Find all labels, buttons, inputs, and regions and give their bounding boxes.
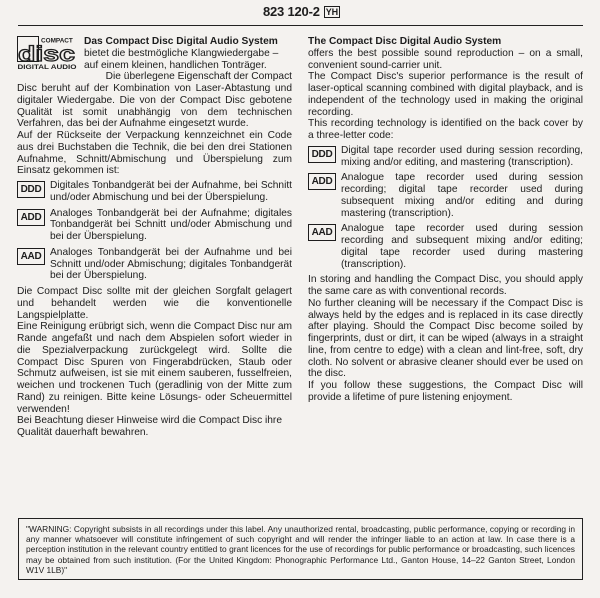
catalog-number: 823 120-2 [263,4,320,19]
code-box: ADD [308,173,336,190]
english-paragraph: In storing and handling the Compact Disc, you should apply the same care as with conventional records. [308,274,583,297]
disc-logo-icon [17,36,77,70]
copyright-warning-box [18,518,583,580]
code-row-aad [17,247,292,282]
german-paragraph: Auf der Rückseite der Verpackung kennzeichnet ein Code aus drei Buchstaben die Technik, die bei den drei Stationen Aufnahme, Schnitt/Abmischung und Überspielung zum Einsatz gekommen ist: [17,130,292,177]
code-description: Analoges Tonbandgerät bei der Aufnahme und bei Schnitt und/oder Abmischung; digitales Tonbandgerät bei der Überspielung. [50,246,292,282]
catalog-header [263,4,340,19]
english-paragraph: If you follow these suggestions, the Compact Disc will provide a lifetime of pure listening enjoyment. [308,380,583,403]
code-description: Analogue tape recorder used during session recording and subsequent mixing and/or editing; digital tape recorder used during mastering (transcription). [341,223,583,270]
german-intro-line: auf einem kleinen, handlichen Tonträger. [84,59,267,71]
english-paragraph: The Compact Disc's superior performance is the result of laser-optical scanning combined with digital playback, and is independent of the technology used in making the original recording. [308,71,583,118]
code-description: Analogue tape recorder used during session recording; digital tape recorder used during subsequent mixing and/or editing and during mastering (transcription). [341,172,583,219]
svg-text:DIGITAL AUDIO: DIGITAL AUDIO [17,64,77,70]
copyright-warning-text: "WARNING: Copyright subsists in all recordings under this label. Any unauthorized rental, broadcasting, public performance, copying or recording in any manner whatsoever will constitute infringement of such copyright and will render the infringer liable to an action at law. In case there is a perception institution in the relevant country entitled to grant licences for the use of recordings for public performance or broadcasting, such licences may be obtained from such institution. (For the United Kingdom: Phonographic Performance Ltd., Ganton House, 14–22 Ganton Street, London W1V 1LB)" [26,524,575,575]
code-box: DDD [17,181,45,198]
code-row-ddd [17,180,292,204]
german-title: Das Compact Disc Digital Audio System [84,36,278,47]
german-column [17,36,292,439]
code-description: Digital tape recorder used during session recording, mixing and/or editing, and mastering (transcription). [341,144,583,168]
code-row-aad [308,223,583,270]
english-column [308,36,583,404]
german-paragraph: Eine Reinigung erübrigt sich, wenn die Compact Disc nur am Rande angefaßt und nach dem Abspielen sofort wieder in die Spezialverpackung zurückgelegt wird. Sollte die Compact Disc Spuren von Fingerabdrücken, Staub oder Schmutz aufweisen, ist sie mit einem sauberen, fusselfreien, weichen und trockenen Tuch (geradlinig von der Mitte zum Rand) zu reinigen. Bitte keine Lösungs- oder Scheuermittel verwenden! [17,321,292,415]
code-box: DDD [308,146,336,163]
code-row-add [17,208,292,243]
svg-text:disc: disc [18,43,76,66]
top-rule [18,25,583,26]
code-description: Analoges Tonbandgerät bei der Aufnahme; digitales Tonbandgerät bei Schnitt und/oder Abmischung und bei der Überspielung. [50,207,292,242]
german-paragraph: Die Compact Disc sollte mit der gleichen Sorgfalt gelagert und behandelt werden wie die konventionelle Langspielplatte. [17,286,292,321]
compact-disc-logo [17,36,79,70]
code-row-ddd [308,145,583,169]
svg-text:COMPACT: COMPACT [41,37,73,45]
code-box: AAD [17,248,45,265]
german-intro-line: bietet die bestmögliche Klangwiedergabe – [84,47,279,59]
english-paragraph: No further cleaning will be necessary if the Compact Disc is always held by the edges and is replaced in its case directly after playing. Should the Compact Disc become soiled by fingerprints, dust or dirt, it can be wiped (always in a straight line, from centre to edge) with a clean and lint-free, soft, dry cloth. No solvent or abrasive cleaner should ever be used on the disc. [308,297,583,380]
english-paragraph: offers the best possible sound reproduction – on a small, convenient sound-carrier unit. [308,47,583,71]
code-box: ADD [17,209,45,226]
german-paragraph: Bei Beachtung dieser Hinweise wird die Compact Disc ihre Qualität dauerhaft bewahren. [17,415,282,438]
code-box: AAD [308,224,336,241]
label-mark: YH [325,6,338,17]
german-intro-line: Die überlegene Eigenschaft der Compact [105,71,292,83]
english-paragraph: This recording technology is identified on the back cover by a three-letter code: [308,118,583,141]
code-description: Digitales Tonbandgerät bei der Aufnahme, bei Schnitt und/oder Abmischung und bei der Überspielung. [50,180,292,203]
code-row-add [308,172,583,219]
english-title: The Compact Disc Digital Audio System [308,36,502,47]
german-paragraph: Disc beruht auf der Kombination von Laser-Abtastung und digitaler Wiedergabe. Die von der Compact Disc gebotene Qualität ist somit unabhängig von dem technischen Verfahren, das bei der Aufnahme eingesetzt wurde. [17,83,292,130]
